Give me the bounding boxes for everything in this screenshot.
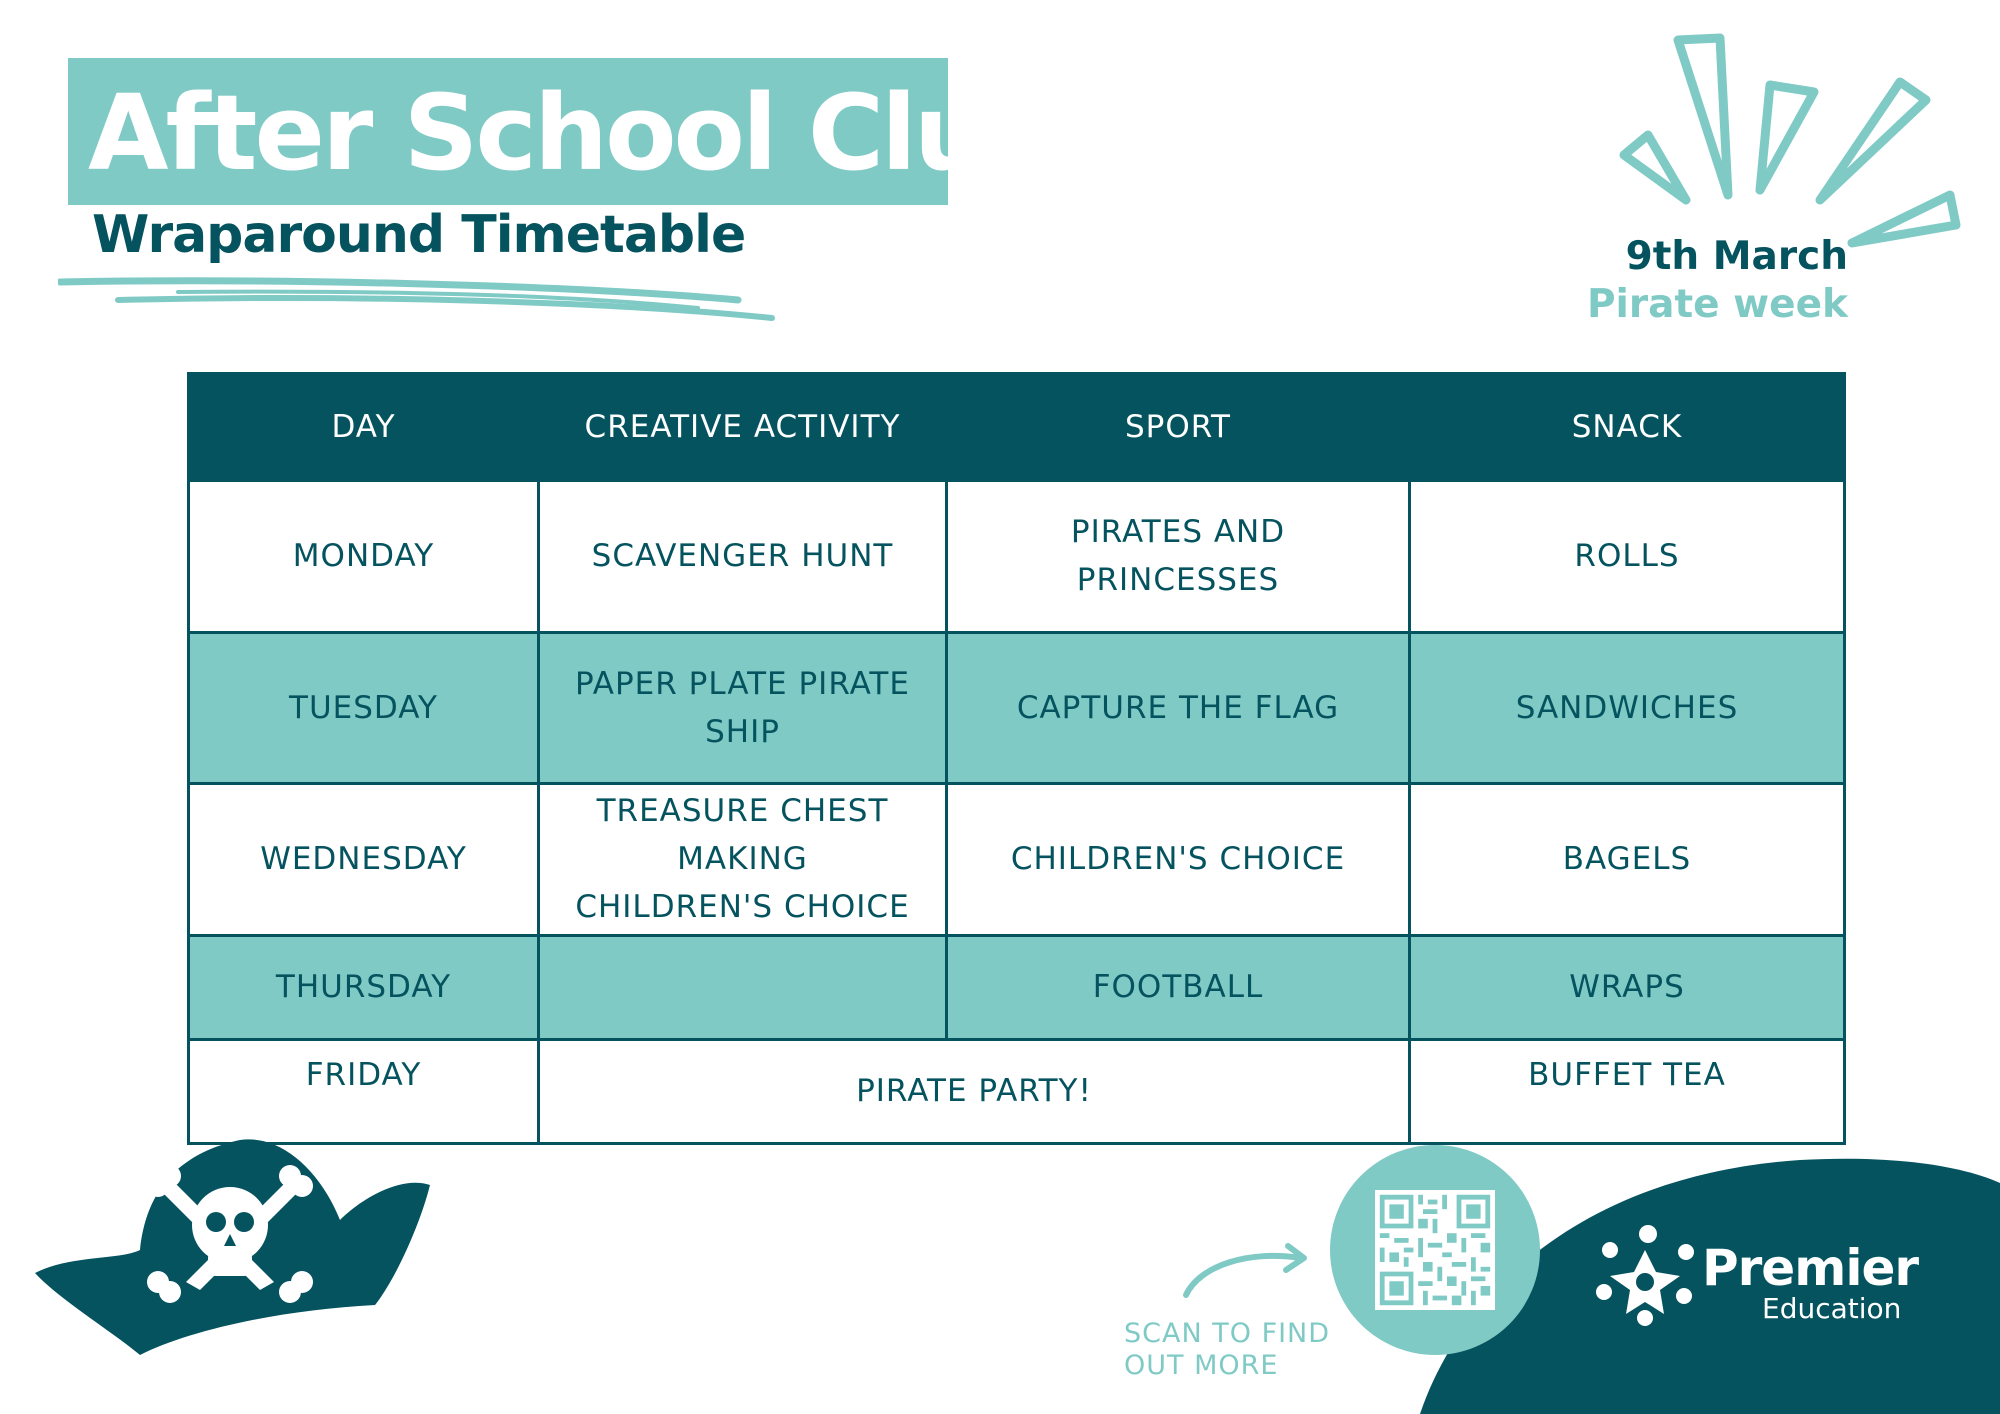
timetable [187, 372, 1846, 1145]
sport-cell [947, 481, 1410, 633]
creative-cell [539, 481, 947, 633]
table-row [189, 1039, 1845, 1143]
date-label: 9th March [1625, 234, 1848, 279]
day-cell: FRIDAY [189, 1039, 539, 1143]
table-row [189, 481, 1845, 633]
pirate-hat-icon [30, 1130, 440, 1360]
scan-caption [1124, 1318, 1330, 1382]
brand-name: Premier [1702, 1239, 1919, 1297]
premier-logo-icon [1590, 1220, 1700, 1330]
day-cell: THURSDAY [189, 935, 539, 1039]
sport-text: FOOTBALL [1092, 969, 1264, 1006]
sport-text: PRINCESSES [1076, 562, 1280, 599]
creative-text: CHILDREN'S CHOICE [575, 889, 910, 926]
starburst-icon [1600, 30, 1970, 260]
creative-text: TREASURE CHEST [596, 793, 889, 830]
sport-cell [947, 935, 1410, 1039]
merged-activity-cell: PIRATE PARTY! [539, 1039, 1410, 1143]
sport-cell [947, 632, 1410, 784]
sport-text: CHILDREN'S CHOICE [1010, 841, 1346, 878]
sport-text: PIRATES AND [1070, 514, 1286, 551]
table-row [189, 935, 1845, 1039]
snack-cell: BUFFET TEA [1410, 1039, 1845, 1143]
column-header-creative: CREATIVE ACTIVITY [539, 374, 947, 481]
page-subtitle: Wraparound Timetable [92, 205, 746, 265]
column-header-day: DAY [189, 374, 539, 481]
day-cell: TUESDAY [189, 632, 539, 784]
scan-caption-line: SCAN TO FIND [1124, 1318, 1331, 1349]
creative-cell [539, 632, 947, 784]
curved-arrow-icon [1180, 1240, 1320, 1300]
brand-subtitle: Education [1762, 1292, 1902, 1325]
snack-cell: SANDWICHES [1410, 632, 1845, 784]
qr-code-icon[interactable] [1375, 1190, 1495, 1310]
snack-cell: ROLLS [1410, 481, 1845, 633]
day-cell: MONDAY [189, 481, 539, 633]
snack-cell: WRAPS [1410, 935, 1845, 1039]
underline-swoosh-icon [58, 270, 778, 330]
sport-text: CAPTURE THE FLAG [1016, 689, 1340, 726]
sport-cell [947, 784, 1410, 936]
creative-text: SCAVENGER HUNT [591, 538, 894, 575]
table-header-row [189, 374, 1845, 481]
table-row [189, 632, 1845, 784]
snack-cell: BAGELS [1410, 784, 1845, 936]
creative-cell [539, 784, 947, 936]
table-row [189, 784, 1845, 936]
creative-cell [539, 935, 947, 1039]
column-header-sport: SPORT [947, 374, 1410, 481]
creative-text: SHIP [705, 713, 780, 750]
theme-label: Pirate week [1586, 282, 1848, 327]
creative-text: MAKING [677, 841, 808, 878]
scan-caption-line: OUT MORE [1124, 1350, 1279, 1381]
column-header-snack: SNACK [1410, 374, 1845, 481]
day-cell: WEDNESDAY [189, 784, 539, 936]
page-title: After School Club [88, 72, 1057, 194]
creative-text: PAPER PLATE PIRATE [575, 665, 910, 702]
